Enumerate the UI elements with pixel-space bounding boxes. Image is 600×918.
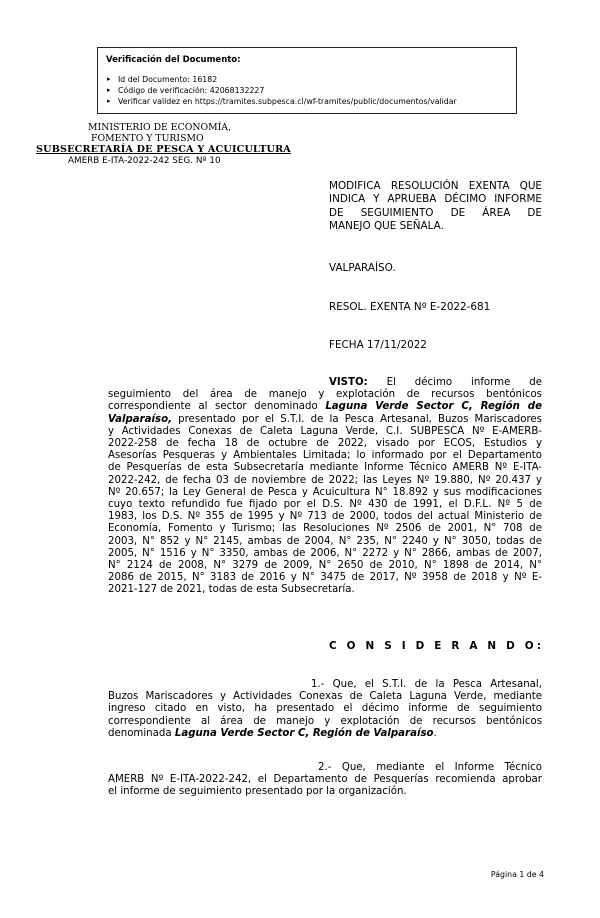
- visto-line: 2005, N° 1516 y N° 3350, ambas de 2006, N° 2272 y N° 2866, ambas de 2007,: [108, 547, 542, 559]
- resolution-date: FECHA 17/11/2022: [329, 339, 427, 351]
- verification-doc-id: ▸ Id del Documento: 16182: [118, 74, 508, 85]
- visto-line: 1983, los D.S. Nº 355 de 1995 y Nº 713 de 2000, todos del actual Ministerio de: [108, 511, 542, 523]
- document-reference: AMERB E-ITA-2022-242 SEG. Nº 10: [68, 156, 221, 166]
- considerando-line: correspondiente al área de manejo y explotación de recursos bentónicos: [108, 715, 542, 727]
- visto-line: 2021-127 de 2021, todas de esta Subsecretaría.: [108, 584, 355, 596]
- visto-label: VISTO:: [329, 377, 368, 388]
- considerando-paragraph-1: [108, 679, 542, 740]
- visto-line: seguimiento del área de manejo y explotación de recursos bentónicos: [108, 389, 542, 401]
- visto-line: Economía, Fomento y Turismo; las Resoluciones Nº 2506 de 2001, N° 708 de: [108, 523, 542, 535]
- visto-line: y Actividades Conexas de Caleta Laguna Verde, C.I. SUBPESCA Nº E-AMERB-: [108, 425, 542, 437]
- subject-line: DE SEGUIMIENTO DE ÁREA DE: [329, 206, 542, 219]
- considerando-line: el informe de seguimiento presentado por la organización.: [108, 786, 407, 798]
- visto-line: Asesorías Pesqueras y Ambientales Limitada; lo informado por el Departamento: [108, 450, 542, 462]
- visto-line: 2086 de 2015, N° 3183 de 2016 y N° 3475 de 2017, Nº 3958 de 2018 y Nº E-: [108, 572, 542, 584]
- considerando-line: 1.- Que, el S.T.I. de la Pesca Artesanal,: [311, 679, 542, 690]
- visto-line: cuyo texto refundido fue fijado por el D.S. Nº 430 de 1991, el D.F.L. Nº 5 de: [108, 499, 542, 511]
- verification-box: [97, 47, 517, 114]
- considerando-line: 2.- Que, mediante el Informe Técnico: [318, 762, 542, 773]
- subject-line: MODIFICA RESOLUCIÓN EXENTA QUE: [329, 180, 542, 192]
- verification-url[interactable]: ▸ Verificar validez en https://tramites.subpesca.cl/wf-tramites/public/documentos/validar: [118, 96, 508, 107]
- visto-line: 2003, N° 852 y N° 2145, ambas de 2004, N° 235, N° 2240 y N° 3050, todas de: [108, 535, 542, 547]
- subject-line: INDICA Y APRUEBA DÉCIMO INFORME: [329, 193, 542, 206]
- verification-title: Verificación del Documento:: [106, 55, 241, 65]
- visto-line: Valparaíso, presentado por el S.T.I. de la Pesca Artesanal, Buzos Mariscadores: [108, 413, 542, 425]
- visto-line: correspondiente al sector denominado Laguna Verde Sector C, Región de: [108, 401, 542, 413]
- considerando-heading: C O N S I D E R A N D O:: [329, 640, 545, 652]
- resolution-subject: [329, 180, 542, 234]
- considerando-line: ingreso citado en visto, ha presentado el décimo informe de seguimiento: [108, 703, 542, 715]
- visto-line: 2022-258 de fecha 18 de octubre de 2022, visado por ECOS, Estudios y: [108, 438, 542, 450]
- subsecretaria-title: SUBSECRETARÍA DE PESCA Y ACUICULTURA: [36, 144, 291, 155]
- ministry-line-1: MINISTERIO DE ECONOMÍA,: [88, 122, 231, 133]
- verification-list: [106, 74, 508, 107]
- resolution-number: RESOL. EXENTA Nº E-2022-681: [329, 301, 491, 313]
- considerando-line: AMERB Nº E-ITA-2022-242, el Departamento de Pesquerías recomienda aprobar: [108, 774, 542, 786]
- page-number: Página 1 de 4: [490, 870, 544, 879]
- verification-code: ▸ Código de verificación: 42068132227: [118, 85, 508, 96]
- considerando-line: denominada Laguna Verde Sector C, Región de Valparaíso.: [108, 727, 437, 739]
- visto-line: N° 2124 de 2008, N° 3279 de 2009, N° 2650 de 2010, N° 1898 de 2014, N°: [108, 560, 542, 572]
- visto-line: Nº 20.657; la Ley General de Pesca y Acuicultura N° 18.892 y sus modificaciones: [108, 486, 542, 498]
- visto-line: 2022-242, de fecha 03 de noviembre de 2022; las Leyes Nº 19.880, Nº 20.437 y: [108, 474, 542, 486]
- considerando-line: Buzos Mariscadores y Actividades Conexas de Caleta Laguna Verde, mediante: [108, 691, 542, 703]
- subject-line: MANEJO QUE SEÑALA.: [329, 220, 444, 233]
- place: VALPARAÍSO.: [329, 262, 396, 274]
- considerando-paragraph-2: [108, 762, 542, 799]
- visto-paragraph: VISTO: El décimo informe de seguimiento del área de manejo y explotación de recursos bentónicos correspondiente al sector denominado Laguna Verde Sector C, Región de Valparaíso, presentado por el S.T.I. de la Pesca Artesanal, Buzos Mariscadores y Actividades Conexas de Caleta Laguna Verde, C.I. SUBPESCA Nº E-AMERB- 2022-258 de fecha 18 de octubre de 2022, visado por ECOS, Estudios y Asesorías Pesqueras y Ambientales Limitada; lo informado por el Departamento de Pesquerías de esta Subsecretaría mediante Informe Técnico AMERB Nº E-ITA- 2022-242, de fecha 03 de noviembre de 2022; las Leyes Nº 19.880, Nº 20.437 y Nº 20.657; la Ley General de Pesca y Acuicultura N° 18.892 y sus modificaciones cuyo texto refundido fue fijado por el D.S. Nº 430 de 1991, el D.F.L. Nº 5 de 1983, los D.S. Nº 355 de 1995 y Nº 713 de 2000, todos del actual Ministerio de Economía, Fomento y Turismo; las Resoluciones Nº 2506 de 2001, N° 708 de 2003, N° 852 y N° 2145, ambas de 2004, N° 235, N° 2240 y N° 3050, todas de 2005, N° 1516 y N° 3350, ambas de 2006, N° 2272 y N° 2866, ambas de 2007, N° 2124 de 2008, N° 3279 de 2009, N° 2650 de 2010, N° 1898 de 2014, N° 2086 de 2015, N° 3183 de 2016 y N° 3475 de 2017, Nº 3958 de 2018 y Nº E- 2021-127 de 2021, todas de esta Subsecretaría.: [108, 377, 542, 596]
- ministry-line-2: FOMENTO Y TURISMO: [91, 133, 204, 144]
- visto-line: de Pesquerías de esta Subsecretaría mediante Informe Técnico AMERB Nº E-ITA-: [108, 462, 542, 474]
